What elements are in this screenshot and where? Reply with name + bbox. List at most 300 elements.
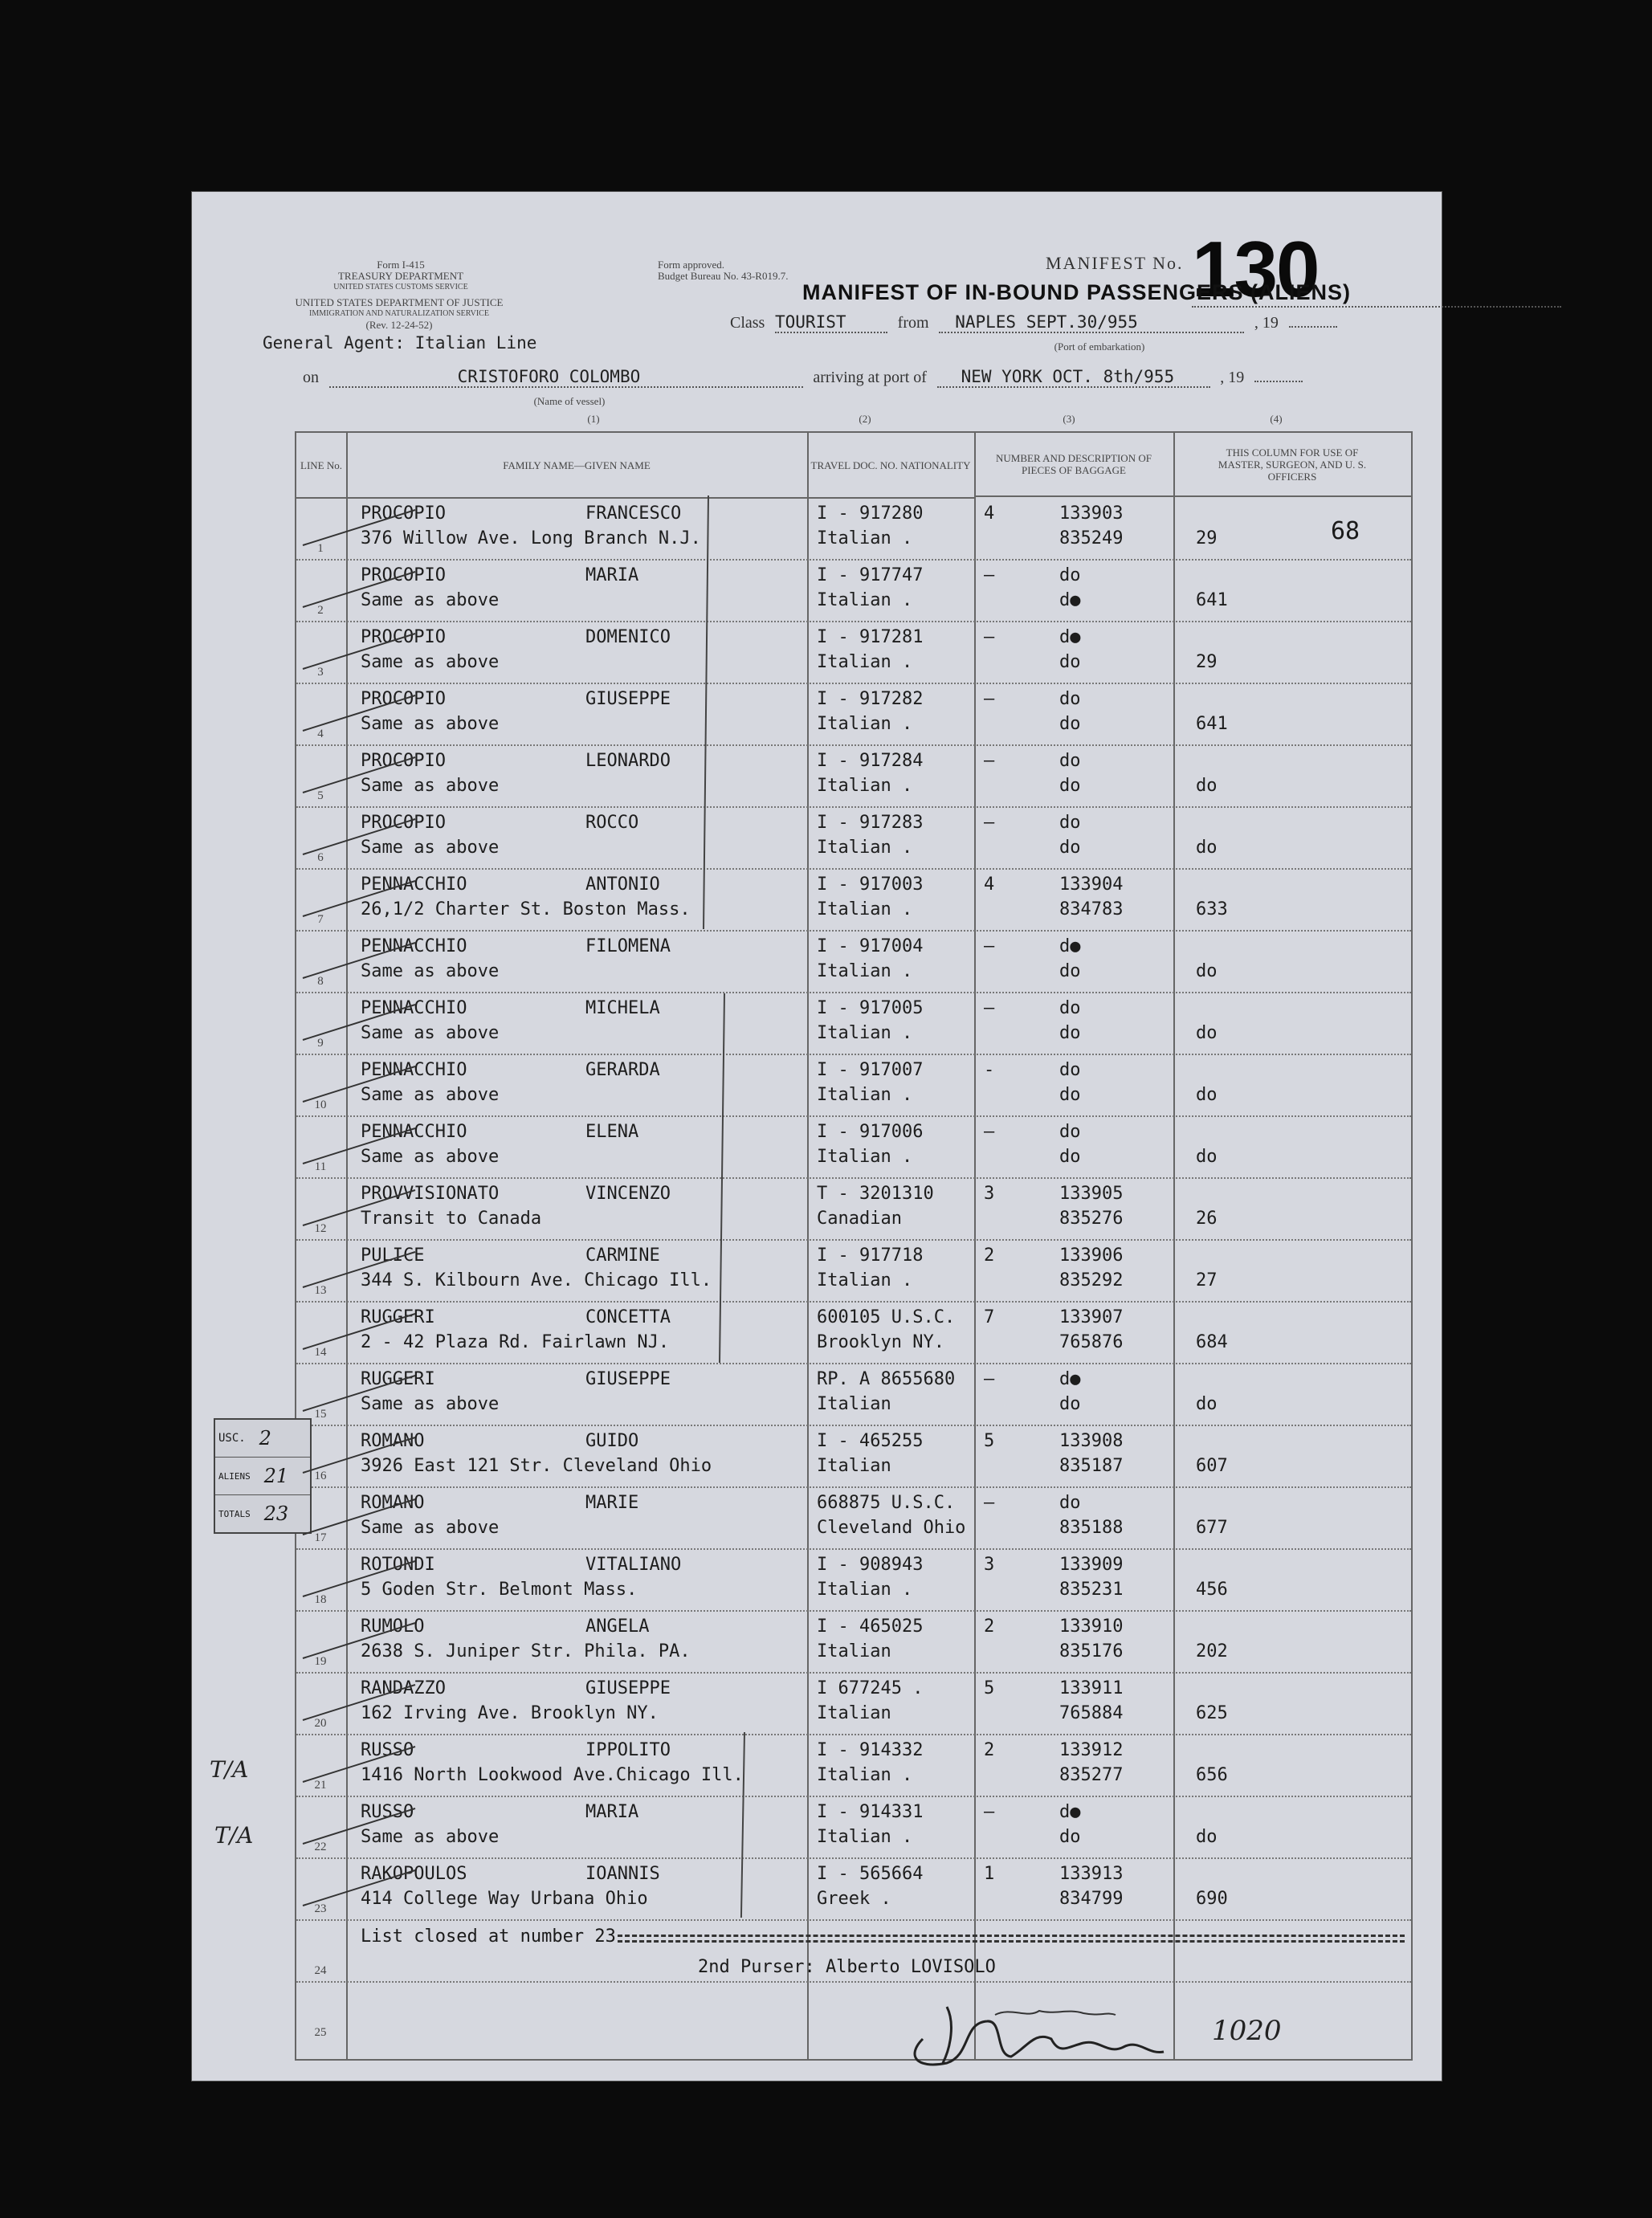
travel-doc: I - 917005 (817, 998, 924, 1018)
baggage-no-1: 133904 (1059, 875, 1124, 895)
col-header-baggage: NUMBER AND DESCRIPTION OF PIECES OF BAGGAGE (974, 433, 1173, 497)
family-name: RUSSO (361, 1740, 414, 1760)
officer-note: do (1196, 1085, 1218, 1105)
form-id-block (288, 259, 513, 293)
year-fill-2 (1254, 381, 1303, 382)
officer-note: 625 (1196, 1703, 1228, 1723)
tick-mark (303, 1376, 415, 1411)
tick-mark (303, 1685, 415, 1720)
tick-mark (303, 1561, 415, 1596)
travel-doc: I - 917284 (817, 751, 924, 771)
tick-mark (303, 1314, 415, 1349)
officer-note: 29 (1196, 652, 1218, 672)
officer-note: 29 (1196, 528, 1218, 548)
nationality: Italian . (817, 961, 913, 981)
tick-mark (303, 1252, 415, 1287)
given-name: DOMENICO (585, 627, 671, 647)
line-number: 22 (314, 1841, 327, 1853)
address: 1416 North Lookwood Ave.Chicago Ill. (361, 1765, 744, 1785)
nationality: Italian . (817, 528, 913, 548)
baggage-no-2: do (1059, 1827, 1081, 1847)
nationality: Greek . (817, 1889, 891, 1909)
baggage-pieces: 1 (984, 1864, 995, 1884)
col-num-4: (4) (1270, 413, 1283, 425)
address: Same as above (361, 1518, 500, 1538)
inspector-signature (899, 1999, 1204, 2071)
line-number: 3 (317, 666, 324, 679)
justice-block (287, 297, 512, 331)
baggage-no-2: d● (1059, 590, 1081, 610)
line-number: 23 (314, 1902, 327, 1915)
nationality: Italian (817, 1394, 891, 1414)
address: 3926 East 121 Str. Cleveland Ohio (361, 1456, 712, 1476)
manifest-page (191, 191, 1442, 2081)
baggage-pieces: 3 (984, 1184, 995, 1204)
stamp-usc-value: 2 (259, 1427, 271, 1449)
line-number: 17 (314, 1531, 327, 1544)
family-name: PENNACCHIO (361, 1060, 467, 1080)
family-name: PROCOPIO (361, 689, 446, 709)
vessel-line (303, 367, 1303, 388)
tick-mark (303, 1499, 415, 1535)
family-name: PROCOPIO (361, 627, 446, 647)
address: Same as above (361, 1085, 500, 1105)
baggage-no-1: 133909 (1059, 1555, 1124, 1575)
officer-note: do (1196, 838, 1218, 858)
travel-doc: I - 917006 (817, 1122, 924, 1142)
purser-line: 2nd Purser: Alberto LOVISOLO (698, 1957, 996, 1977)
family-name: RANDAZZO (361, 1678, 446, 1698)
budget-bureau: Budget Bureau No. 43-R019.7. (658, 270, 789, 282)
family-bracket (740, 1732, 744, 1918)
given-name: MARIA (585, 565, 639, 585)
address: Same as above (361, 1147, 500, 1167)
col-num-3: (3) (1063, 413, 1075, 425)
travel-doc: I - 917003 (817, 875, 924, 895)
family-name: ROMANO (361, 1431, 425, 1451)
line-number: 5 (317, 789, 324, 802)
officer-note: 202 (1196, 1641, 1228, 1661)
nationality: Italian (817, 1641, 891, 1661)
nationality: Italian (817, 1456, 891, 1476)
embarkation-value: NAPLES SEPT.30/955 (939, 312, 1244, 333)
family-name: ROTONDI (361, 1555, 435, 1575)
travel-doc: 668875 U.S.C. (817, 1493, 956, 1513)
baggage-pieces: 4 (984, 504, 995, 524)
given-name: MICHELA (585, 998, 660, 1018)
officer-note: do (1196, 1827, 1218, 1847)
given-name: ROCCO (585, 813, 639, 833)
given-name: IPPOLITO (585, 1740, 671, 1760)
given-name: CONCETTA (585, 1307, 671, 1327)
travel-doc: I - 917283 (817, 813, 924, 833)
family-bracket (720, 993, 724, 1363)
tick-mark (303, 881, 415, 916)
on-label: on (303, 369, 319, 386)
baggage-pieces: 5 (984, 1431, 995, 1451)
baggage-no-2: 835176 (1059, 1641, 1124, 1661)
baggage-no-1: 133905 (1059, 1184, 1124, 1204)
manifest-title: MANIFEST OF IN-BOUND PASSENGERS (ALIENS) (802, 280, 1352, 304)
travel-doc: I - 465255 (817, 1431, 924, 1451)
baggage-pieces: 5 (984, 1678, 995, 1698)
officer-note: 456 (1196, 1580, 1228, 1600)
baggage-no-1: d● (1059, 1802, 1081, 1822)
line-number: 9 (317, 1037, 324, 1050)
form-number: Form I-415 (377, 259, 425, 271)
baggage-no-1: 133907 (1059, 1307, 1124, 1327)
baggage-no-1: d● (1059, 627, 1081, 647)
baggage-no-1: d● (1059, 936, 1081, 956)
nationality: Canadian (817, 1209, 902, 1229)
family-name: PROCOPIO (361, 565, 446, 585)
tick-mark (303, 1870, 415, 1906)
baggage-pieces: – (984, 1369, 995, 1389)
family-name: PROVVISIONATO (361, 1184, 500, 1204)
line-number: 11 (314, 1160, 327, 1173)
form-revision: (Rev. 12-24-52) (365, 319, 433, 331)
nationality: Italian . (817, 590, 913, 610)
year-label: , 19 (1254, 314, 1279, 332)
travel-doc: RP. A 8655680 (817, 1369, 956, 1389)
given-name: VITALIANO (585, 1555, 682, 1575)
family-name: ROMANO (361, 1493, 425, 1513)
given-name: ANGELA (585, 1617, 650, 1637)
tick-mark (303, 819, 415, 854)
officer-note: 633 (1196, 899, 1228, 919)
baggage-no-2: 765876 (1059, 1332, 1124, 1352)
baggage-no-2: do (1059, 961, 1081, 981)
travel-doc: T - 3201310 (817, 1184, 934, 1204)
col-header-line: LINE No. (296, 433, 346, 499)
line-number: 24 (314, 1964, 327, 1977)
baggage-pieces: 2 (984, 1246, 995, 1266)
given-name: VINCENZO (585, 1184, 671, 1204)
travel-doc: I - 914331 (817, 1802, 924, 1822)
arriving-label: arriving at port of (813, 369, 927, 386)
tick-mark (303, 1437, 415, 1473)
baggage-pieces: – (984, 627, 995, 647)
family-name: PROCOPIO (361, 751, 446, 771)
given-name: MARIA (585, 1802, 639, 1822)
line-number: 2 (317, 604, 324, 617)
ta-note: T/A (214, 1822, 254, 1849)
officer-note: 684 (1196, 1332, 1228, 1352)
baggage-no-2: do (1059, 1147, 1081, 1167)
baggage-no-2: do (1059, 714, 1081, 734)
line-number: 20 (314, 1717, 327, 1730)
arrival-value: NEW YORK OCT. 8th/955 (937, 367, 1210, 388)
baggage-no-1: 133906 (1059, 1246, 1124, 1266)
given-name: GIUSEPPE (585, 1369, 671, 1389)
manifest-number-rule (1192, 306, 1561, 308)
family-name: RUMOLO (361, 1617, 425, 1637)
travel-doc: I - 917004 (817, 936, 924, 956)
travel-doc: I - 917007 (817, 1060, 924, 1080)
line-number: 25 (314, 2026, 327, 2039)
travel-doc: I - 917282 (817, 689, 924, 709)
nationality: Italian . (817, 899, 913, 919)
family-name: RUGGERI (361, 1307, 435, 1327)
address: Same as above (361, 714, 500, 734)
given-name: GIUSEPPE (585, 689, 671, 709)
address: Same as above (361, 776, 500, 796)
baggage-no-1: do (1059, 751, 1081, 771)
address: Same as above (361, 1023, 500, 1043)
officer-note: 641 (1196, 590, 1228, 610)
officer-note: 27 (1196, 1270, 1218, 1290)
line-number: 21 (314, 1779, 327, 1792)
baggage-no-2: do (1059, 652, 1081, 672)
given-name: MARIE (585, 1493, 639, 1513)
class-line (730, 312, 1337, 333)
officer-note: 677 (1196, 1518, 1228, 1538)
address: Same as above (361, 838, 500, 858)
baggage-pieces: – (984, 565, 995, 585)
from-label: from (897, 314, 929, 332)
baggage-no-1: do (1059, 1060, 1081, 1080)
baggage-pieces: – (984, 1493, 995, 1513)
baggage-no-1: 133903 (1059, 504, 1124, 524)
arrival-time-note: 1020 (1212, 2015, 1282, 2047)
baggage-no-2: 835292 (1059, 1270, 1124, 1290)
given-name: ELENA (585, 1122, 639, 1142)
stamp-aliens-label: ALIENS (218, 1470, 251, 1482)
baggage-no-1: do (1059, 689, 1081, 709)
manifest-number: 130 (1192, 225, 1319, 313)
given-name: FRANCESCO (585, 504, 682, 524)
officer-note: 690 (1196, 1889, 1228, 1909)
nationality: Brooklyn NY. (817, 1332, 944, 1352)
vessel-name: CRISTOFORO COLOMBO (329, 367, 803, 388)
line-number: 15 (314, 1408, 327, 1421)
baggage-no-1: 133910 (1059, 1617, 1124, 1637)
manifest-label: MANIFEST No. (1046, 253, 1184, 273)
treasury-dept: TREASURY DEPARTMENT (337, 270, 464, 282)
stamp-aliens-value: 21 (263, 1465, 289, 1487)
travel-doc: I - 917747 (817, 565, 924, 585)
general-agent: General Agent: Italian Line (263, 333, 537, 353)
nationality: Italian . (817, 652, 913, 672)
customs-service: UNITED STATES CUSTOMS SERVICE (333, 283, 468, 292)
family-name: RUGGERI (361, 1369, 435, 1389)
nationality: Italian . (817, 1765, 913, 1785)
tick-mark (303, 1128, 415, 1164)
nationality: Italian . (817, 1580, 913, 1600)
address: 2638 S. Juniper Str. Phila. PA. (361, 1641, 691, 1661)
officer-mark: 68 (1331, 517, 1360, 545)
baggage-no-1: do (1059, 565, 1081, 585)
form-approved: Form approved. (658, 259, 725, 271)
officer-note: do (1196, 776, 1218, 796)
year-fill (1289, 326, 1337, 328)
travel-doc: I - 565664 (817, 1864, 924, 1884)
baggage-no-2: 835188 (1059, 1518, 1124, 1538)
baggage-no-2: do (1059, 1085, 1081, 1105)
tick-mark (303, 1747, 415, 1782)
baggage-no-2: do (1059, 1023, 1081, 1043)
officer-note: do (1196, 1147, 1218, 1167)
baggage-pieces: 2 (984, 1740, 995, 1760)
baggage-no-2: 835249 (1059, 528, 1124, 548)
justice-dept: UNITED STATES DEPARTMENT OF JUSTICE (295, 296, 504, 308)
baggage-no-2: 834799 (1059, 1889, 1124, 1909)
baggage-no-1: 133911 (1059, 1678, 1124, 1698)
tick-mark (303, 634, 415, 669)
baggage-pieces: – (984, 936, 995, 956)
closing-rule (618, 1940, 1405, 1943)
tick-mark (303, 1005, 415, 1040)
ta-note: T/A (210, 1756, 249, 1783)
line-number: 12 (314, 1222, 327, 1235)
line-number: 16 (314, 1470, 327, 1482)
officer-note: 607 (1196, 1456, 1228, 1476)
col-num-1: (1) (587, 413, 600, 425)
port-caption: (Port of embarkation) (1054, 340, 1145, 353)
stamp-usc-label: USC. (218, 1432, 246, 1445)
travel-doc: I 677245 . (817, 1678, 924, 1698)
line-number: 14 (314, 1346, 327, 1359)
nationality: Italian (817, 1703, 891, 1723)
baggage-no-1: 133912 (1059, 1740, 1124, 1760)
baggage-pieces: 4 (984, 875, 995, 895)
baggage-pieces: 7 (984, 1307, 995, 1327)
tick-mark (303, 1808, 415, 1844)
class-value: TOURIST (775, 312, 887, 333)
baggage-no-2: 834783 (1059, 899, 1124, 919)
baggage-no-1: do (1059, 1122, 1081, 1142)
family-name: RAKOPOULOS (361, 1864, 467, 1884)
tick-mark (303, 1190, 415, 1225)
line-number: 6 (317, 851, 324, 864)
travel-doc: I - 465025 (817, 1617, 924, 1637)
line-number: 10 (314, 1099, 327, 1111)
nationality: Italian . (817, 714, 913, 734)
baggage-pieces: – (984, 689, 995, 709)
line-number: 7 (317, 913, 324, 926)
baggage-no-2: do (1059, 838, 1081, 858)
baggage-no-1: do (1059, 998, 1081, 1018)
line-number: 18 (314, 1593, 327, 1606)
officer-note: 656 (1196, 1765, 1228, 1785)
officer-note: do (1196, 1394, 1218, 1414)
baggage-pieces: – (984, 998, 995, 1018)
ins-service: IMMIGRATION AND NATURALIZATION SERVICE (309, 309, 489, 318)
nationality: Cleveland Ohio (817, 1518, 966, 1538)
tick-mark (303, 572, 415, 607)
baggage-no-2: 835276 (1059, 1209, 1124, 1229)
class-label: Class (730, 314, 765, 332)
baggage-no-2: 835187 (1059, 1456, 1124, 1476)
travel-doc: I - 917281 (817, 627, 924, 647)
check-marks (295, 431, 857, 1918)
line-number: 8 (317, 975, 324, 988)
address: 26,1/2 Charter St. Boston Mass. (361, 899, 691, 919)
family-name: PROCOPIO (361, 813, 446, 833)
given-name: GUIDO (585, 1431, 639, 1451)
given-name: CARMINE (585, 1246, 660, 1266)
line-number: 13 (314, 1284, 327, 1297)
given-name: LEONARDO (585, 751, 671, 771)
officer-note: do (1196, 961, 1218, 981)
tick-mark (303, 1066, 415, 1102)
travel-doc: I - 917280 (817, 504, 924, 524)
baggage-pieces: – (984, 1802, 995, 1822)
officer-note: do (1196, 1023, 1218, 1043)
line-number: 1 (317, 542, 324, 555)
address: Same as above (361, 961, 500, 981)
given-name: GIUSEPPE (585, 1678, 671, 1698)
address: Same as above (361, 1827, 500, 1847)
address: Same as above (361, 652, 500, 672)
address: 5 Goden Str. Belmont Mass. (361, 1580, 638, 1600)
baggage-no-2: 835231 (1059, 1580, 1124, 1600)
baggage-no-1: do (1059, 813, 1081, 833)
travel-doc: I - 917718 (817, 1246, 924, 1266)
baggage-no-2: do (1059, 776, 1081, 796)
family-name: PENNACCHIO (361, 1122, 467, 1142)
address: 162 Irving Ave. Brooklyn NY. (361, 1703, 659, 1723)
address: 2 - 42 Plaza Rd. Fairlawn NJ. (361, 1332, 670, 1352)
tick-mark (303, 943, 415, 978)
baggage-no-2: do (1059, 1394, 1081, 1414)
baggage-pieces: - (984, 1060, 995, 1080)
col-header-travel: TRAVEL DOC. NO. NATIONALITY (807, 433, 974, 499)
given-name: IOANNIS (585, 1864, 660, 1884)
officer-note: 641 (1196, 714, 1228, 734)
vessel-caption: (Name of vessel) (533, 395, 606, 407)
baggage-no-1: d● (1059, 1369, 1081, 1389)
given-name: ANTONIO (585, 875, 660, 895)
baggage-no-1: do (1059, 1493, 1081, 1513)
family-name: RUSSO (361, 1802, 414, 1822)
tick-mark (303, 695, 415, 731)
travel-doc: I - 914332 (817, 1740, 924, 1760)
travel-doc: I - 908943 (817, 1555, 924, 1575)
baggage-no-1: 133908 (1059, 1431, 1124, 1451)
col-header-officers: THIS COLUMN FOR USE OF MASTER, SURGEON, AND U. S. OFFICERS (1173, 433, 1411, 497)
nationality: Italian . (817, 1085, 913, 1105)
baggage-no-2: 835277 (1059, 1765, 1124, 1785)
family-name: PENNACCHIO (361, 998, 467, 1018)
list-closed-note: List closed at number 23 (361, 1926, 616, 1947)
given-name: GERARDA (585, 1060, 660, 1080)
baggage-pieces: – (984, 813, 995, 833)
col-num-2: (2) (859, 413, 871, 425)
closing-rule (618, 1935, 1405, 1937)
address: 344 S. Kilbourn Ave. Chicago Ill. (361, 1270, 712, 1290)
travel-doc: 600105 U.S.C. (817, 1307, 956, 1327)
family-name: PROCOPIO (361, 504, 446, 524)
officer-note: 26 (1196, 1209, 1218, 1229)
nationality: Italian . (817, 838, 913, 858)
stamp-total-label: TOTALS (218, 1508, 251, 1519)
tick-mark (303, 1623, 415, 1658)
baggage-no-1: 133913 (1059, 1864, 1124, 1884)
family-name: PULICE (361, 1246, 425, 1266)
family-name: PENNACCHIO (361, 875, 467, 895)
nationality: Italian . (817, 1147, 913, 1167)
baggage-pieces: 2 (984, 1617, 995, 1637)
line-number: 19 (314, 1655, 327, 1668)
tick-mark (303, 757, 415, 793)
tick-mark (303, 510, 415, 545)
address: Transit to Canada (361, 1209, 542, 1229)
address: 376 Willow Ave. Long Branch N.J. (361, 528, 701, 548)
family-name: PENNACCHIO (361, 936, 467, 956)
nationality: Italian . (817, 776, 913, 796)
baggage-pieces: – (984, 1122, 995, 1142)
